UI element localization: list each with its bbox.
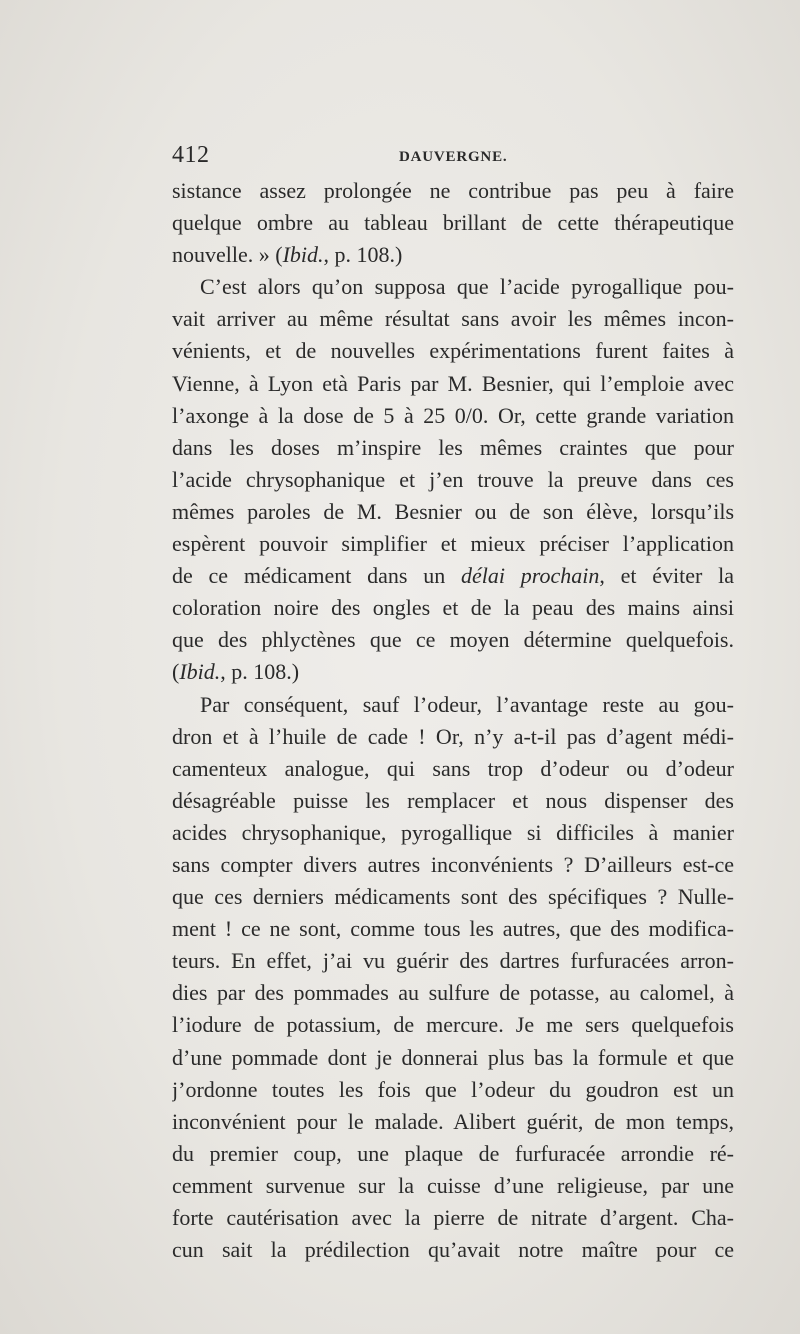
text-run: désagréable puisse les remplacer et nous dispenser des <box>172 787 734 813</box>
text-run: teurs. En effet, j’ai vu guérir des dartres furfuracées arron- <box>172 948 734 974</box>
text-run: dron et à l’huile de cade ! Or, n’y a-t-il pas d’agent médi- <box>172 723 734 749</box>
text-run: quelque ombre au tableau brillant de cette thérapeutique <box>172 210 734 236</box>
text-line <box>172 881 734 913</box>
text-line <box>172 528 734 560</box>
text-run: vénients, et de nouvelles expérimentations furent faites à <box>172 338 734 364</box>
text-line <box>172 1074 734 1106</box>
text-line <box>172 560 734 592</box>
text-run: ment ! ce ne sont, comme tous les autres, que des modifica- <box>172 916 734 942</box>
text-run: , p. 108.) <box>323 242 403 268</box>
text-line <box>172 1106 734 1138</box>
text-run: acides chrysophanique, pyrogallique si difficiles à manier <box>172 819 734 845</box>
text-line <box>172 271 734 303</box>
text-run: Vienne, à Lyon età Paris par M. Besnier, qui l’emploie avec <box>172 370 734 396</box>
italic-text: délai prochain <box>460 563 600 589</box>
text-run: j’ordonne toutes les fois que l’odeur du goudron est un <box>172 1076 734 1102</box>
text-run: Par conséquent, sauf l’odeur, l’avantage reste au gou- <box>200 691 734 717</box>
text-line <box>172 400 734 432</box>
text-line <box>172 592 734 624</box>
text-line <box>172 1234 734 1266</box>
body-text <box>172 175 734 1266</box>
text-run: , et éviter la <box>599 563 734 589</box>
text-run: ( <box>172 659 180 685</box>
text-run: C’est alors qu’on supposa que l’acide pyrogallique pou- <box>200 274 734 300</box>
text-run: de ce médicament dans un <box>172 563 461 589</box>
italic-text: Ibid. <box>179 659 221 685</box>
text-run: nouvelle. » ( <box>172 242 283 268</box>
text-run: coloration noire des ongles et de la peau des mains ainsi <box>172 595 734 621</box>
text-line <box>172 207 734 239</box>
text-line <box>172 239 734 271</box>
text-run: du premier coup, une plaque de furfuracée arrondie ré- <box>172 1140 734 1166</box>
text-line <box>172 1009 734 1041</box>
text-line <box>172 721 734 753</box>
text-run: mêmes paroles de M. Besnier ou de son élève, lorsqu’ils <box>172 498 734 524</box>
text-run: dies par des pommades au sulfure de potasse, au calomel, à <box>172 980 734 1006</box>
text-run: l’acide chrysophanique et j’en trouve la preuve dans ces <box>172 466 734 492</box>
text-line <box>172 496 734 528</box>
text-run: espèrent pouvoir simplifier et mieux préciser l’application <box>172 531 734 557</box>
text-line <box>172 303 734 335</box>
text-run: d’une pommade dont je donnerai plus bas la formule et que <box>172 1044 734 1070</box>
text-run: cemment survenue sur la cuisse d’une religieuse, par une <box>172 1172 734 1198</box>
text-line <box>172 335 734 367</box>
text-run: camenteux analogue, qui sans trop d’odeur ou d’odeur <box>172 755 734 781</box>
text-line <box>172 432 734 464</box>
text-line <box>172 817 734 849</box>
page-header <box>172 142 734 174</box>
text-line <box>172 1202 734 1234</box>
text-line <box>172 175 734 207</box>
text-run: que des phlyctènes que ce moyen détermine quelquefois. <box>172 627 734 653</box>
text-line <box>172 1138 734 1170</box>
italic-text: Ibid. <box>282 242 324 268</box>
text-line <box>172 368 734 400</box>
text-line <box>172 849 734 881</box>
text-line <box>172 1170 734 1202</box>
text-run: sistance assez prolongée ne contribue pas peu à faire <box>172 178 734 203</box>
text-line <box>172 977 734 1009</box>
text-run: l’axonge à la dose de 5 à 25 0/0. Or, cette grande variation <box>172 402 734 428</box>
text-run: l’iodure de potassium, de mercure. Je me sers quelquefois <box>172 1012 734 1038</box>
text-line <box>172 785 734 817</box>
text-line <box>172 689 734 721</box>
text-run: vait arriver au même résultat sans avoir les mêmes incon- <box>172 306 734 332</box>
text-line <box>172 624 734 656</box>
text-run: dans les doses m’inspire les mêmes craintes que pour <box>172 434 734 460</box>
text-run: forte cautérisation avec la pierre de nitrate d’argent. Cha- <box>172 1205 734 1230</box>
text-line <box>172 1042 734 1074</box>
text-run: cun sait la prédilection qu’avait notre maître pour ce <box>172 1237 734 1263</box>
text-line <box>172 464 734 496</box>
page-number: 412 <box>172 142 210 168</box>
text-run: sans compter divers autres inconvénients ? D’ailleurs est-ce <box>172 851 734 877</box>
text-run: , p. 108.) <box>220 659 300 685</box>
running-head: DAUVERGNE. <box>399 149 508 165</box>
text-line <box>172 913 734 945</box>
text-line <box>172 656 734 688</box>
text-line <box>172 945 734 977</box>
text-run: inconvénient pour le malade. Alibert guérit, de mon temps, <box>172 1108 734 1134</box>
text-line <box>172 753 734 785</box>
text-run: que ces derniers médicaments sont des spécifiques ? Nulle- <box>172 884 734 910</box>
